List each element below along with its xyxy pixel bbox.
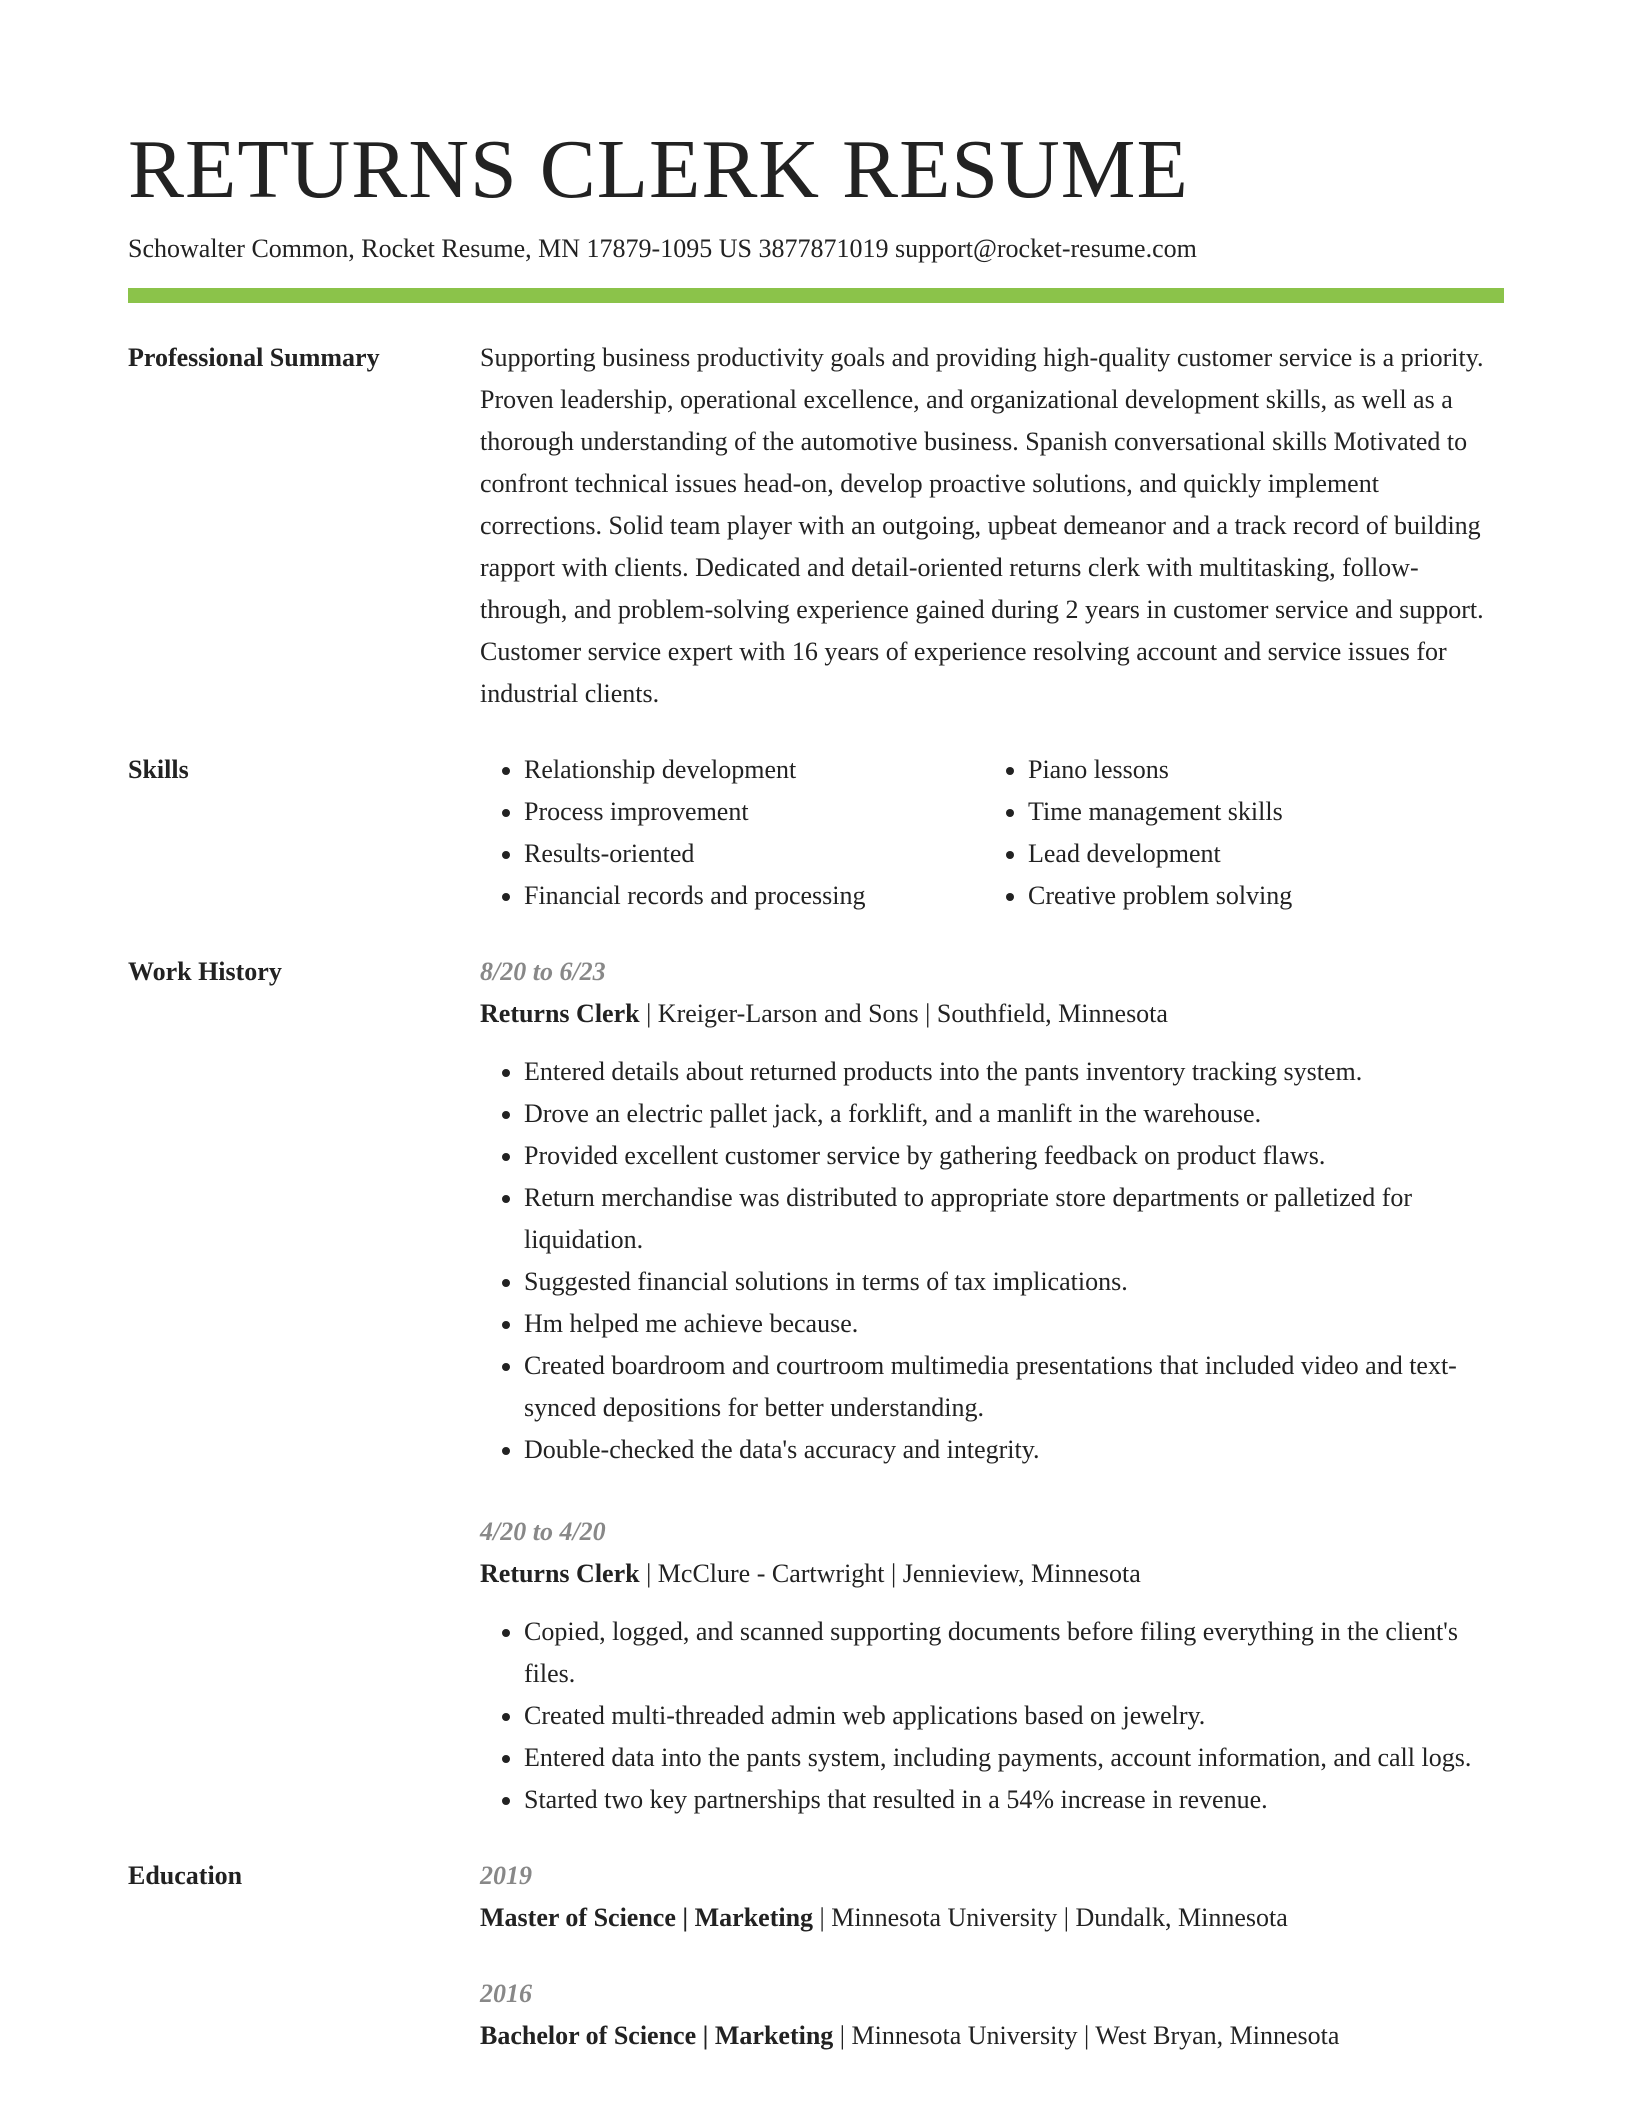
education-section — [128, 1855, 1504, 2091]
job-employer: | Kreiger-Larson and Sons | Southfield, Minnesota — [639, 999, 1168, 1028]
job-role-line — [480, 993, 1504, 1035]
job-bullet: • Created multi-threaded admin web applications based on jewelry. — [524, 1695, 1504, 1737]
job-bullet: • Drove an electric pallet jack, a forklift, and a manlift in the warehouse. — [524, 1093, 1504, 1135]
education-degree: Bachelor of Science | Marketing — [480, 2021, 834, 2050]
skill-item: • Piano lessons — [1028, 749, 1508, 791]
job-employer: | McClure - Cartwright | Jennieview, Minnesota — [639, 1559, 1141, 1588]
job-title: Returns Clerk — [480, 1559, 640, 1588]
job-bullet: • Entered data into the pants system, including payments, account information, and call logs. — [524, 1737, 1504, 1779]
summary-section — [128, 337, 1504, 715]
education-degree-line — [480, 1897, 1504, 1939]
job-bullet: • Hm helped me achieve because. — [524, 1303, 1504, 1345]
job-bullets — [480, 1611, 1504, 1821]
skill-item: • Time management skills — [1028, 791, 1508, 833]
education-school: | Minnesota University | Dundalk, Minnesota — [813, 1903, 1288, 1932]
job-bullet: • Double-checked the data's accuracy and integrity. — [524, 1429, 1504, 1471]
education-body — [480, 1855, 1504, 2091]
resume-page — [128, 0, 1504, 2091]
skill-item: • Process improvement — [524, 791, 984, 833]
education-school: | Minnesota University | West Bryan, Minnesota — [833, 2021, 1340, 2050]
education-degree-line — [480, 2015, 1504, 2057]
summary-text: Supporting business productivity goals and providing high-quality customer service is a priority. Proven leadership, operational excellence, and organizational development skills, as well as a thorough understanding of the automotive business. Spanish conversational skills Motivated to confront technical issues head-on, develop proactive solutions, and quickly implement corrections. Solid team player with an outgoing, upbeat demeanor and a track record of building rapport with clients. Dedicated and detail-oriented returns clerk with multitasking, follow-through, and problem-solving experience gained during 2 years in customer service and support. Customer service expert with 16 years of experience resolving account and service issues for industrial clients. — [480, 343, 1484, 708]
job-bullet: • Entered details about returned products into the pants inventory tracking system. — [524, 1051, 1504, 1093]
work-body — [480, 951, 1504, 1821]
job-role-line — [480, 1553, 1504, 1595]
skill-item: • Lead development — [1028, 833, 1508, 875]
section-label-skills: Skills — [128, 755, 189, 784]
skills-section — [128, 749, 1504, 917]
job-entry — [480, 951, 1504, 1471]
job-bullet: • Suggested financial solutions in terms of tax implications. — [524, 1261, 1504, 1303]
resume-title: RETURNS CLERK RESUME — [128, 123, 1189, 216]
job-bullet: • Return merchandise was distributed to appropriate store departments or palletized for liquidation. — [524, 1177, 1504, 1261]
education-entry — [480, 1855, 1504, 1939]
skill-item: • Financial records and processing — [524, 875, 984, 917]
job-bullet: • Copied, logged, and scanned supporting documents before filing everything in the client's files. — [524, 1611, 1504, 1695]
skill-item: • Creative problem solving — [1028, 875, 1508, 917]
job-title: Returns Clerk — [480, 999, 640, 1028]
job-bullets — [480, 1051, 1504, 1471]
section-label-education: Education — [128, 1861, 243, 1890]
education-year: 2019 — [480, 1861, 532, 1890]
skills-column-1 — [480, 749, 984, 917]
skill-item: • Results-oriented — [524, 833, 984, 875]
job-entry — [480, 1511, 1504, 1821]
job-bullet: • Provided excellent customer service by gathering feedback on product flaws. — [524, 1135, 1504, 1177]
summary-body — [480, 337, 1504, 715]
section-label-summary: Professional Summary — [128, 343, 380, 372]
skills-grid — [480, 749, 1508, 917]
education-year: 2016 — [480, 1979, 532, 2008]
job-bullet: • Started two key partnerships that resulted in a 54% increase in revenue. — [524, 1779, 1504, 1821]
job-dates: 8/20 to 6/23 — [480, 957, 606, 986]
job-bullet: • Created boardroom and courtroom multimedia presentations that included video and text-synced depositions for better understanding. — [524, 1345, 1504, 1429]
section-label-work: Work History — [128, 957, 282, 986]
education-entry — [480, 1973, 1504, 2057]
education-degree: Master of Science | Marketing — [480, 1903, 814, 1932]
skill-item: • Relationship development — [524, 749, 984, 791]
accent-divider — [128, 288, 1504, 303]
work-section — [128, 951, 1504, 1821]
skills-column-2 — [984, 749, 1508, 917]
contact-line: Schowalter Common, Rocket Resume, MN 17879-1095 US 3877871019 support@rocket-resume.com — [128, 234, 1197, 263]
job-dates: 4/20 to 4/20 — [480, 1517, 606, 1546]
